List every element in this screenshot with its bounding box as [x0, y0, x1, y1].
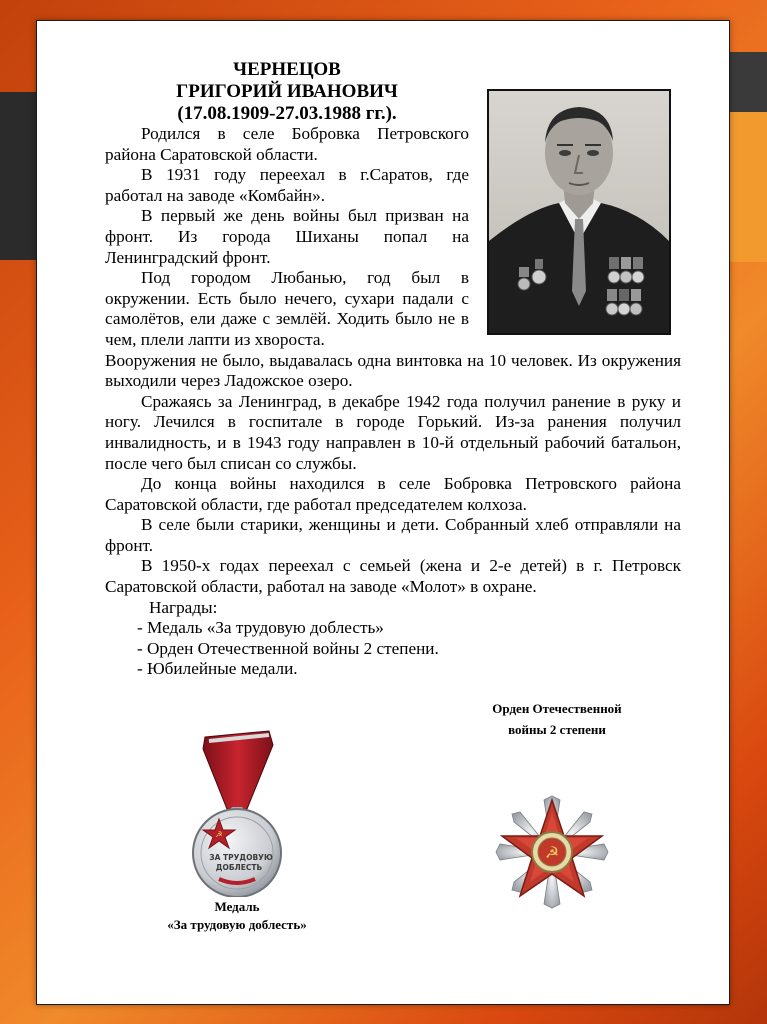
svg-text:☭: ☭ [215, 830, 223, 839]
medal-caption-line1: Медаль [214, 899, 260, 914]
order-caption-line1: Орден Отечественной [492, 701, 622, 716]
decor-band-dark-right [729, 52, 767, 112]
awards-heading: Награды: [149, 597, 218, 617]
medal-caption [147, 898, 327, 934]
title-name: ГРИГОРИЙ ИВАНОВИЧ [176, 81, 398, 102]
title-dates: (17.08.1909-27.03.1988 гг.). [177, 103, 397, 124]
paragraph-weapons: Вооружения не было, выдавалась одна винтовка на 10 человек. Из окружения выходили через Ладожское озеро. [105, 350, 681, 391]
decor-band-dark-left [0, 92, 36, 260]
page-title [127, 59, 447, 125]
paragraph-village: В селе были старики, женщины и дети. Собранный хлеб отправляли на фронт. [105, 515, 681, 555]
paragraph-encirclement: Под городом Любанью, год был в окружении. Есть было нечего, сухари падали с самолётов, ели даже с землёй. Ходить было не в чем, плели лапти из хвороста. [105, 268, 469, 349]
order-caption [457, 698, 657, 740]
biography-text [105, 124, 681, 680]
paragraph-petrovsk: В 1950-х годах переехал с семьей (жена и 2-е детей) в г. Петровск Саратовской области, работал на заводе «Молот» в охране. [105, 556, 681, 597]
medal-inscription-line1: ЗА ТРУДОВУЮ [209, 853, 273, 862]
title-surname: ЧЕРНЕЦОВ [233, 59, 341, 80]
medal-caption-line2: «За трудовую доблесть» [167, 917, 307, 932]
decor-band-light-right [729, 112, 767, 262]
award-item: - Орден Отечественной войны 2 степени. [137, 638, 439, 658]
svg-text:☭: ☭ [544, 843, 560, 862]
order-caption-line2: войны 2 степени [508, 722, 606, 737]
paragraph-kolkhoz: До конца войны находился в селе Бобровка Петровского района Саратовской области, где работал председателем колхоза. [105, 474, 681, 514]
award-item: - Медаль «За трудовую доблесть» [137, 618, 384, 638]
paragraph-wound: Сражаясь за Ленинград, в декабре 1942 года получил ранение в руку и ногу. Лечился в госпитале в городе Горький. Из-за ранения получил инвалидность, и в 1943 году направлен в 10-й отдельный рабочий батальон, после чего был списан со службы. [105, 391, 681, 473]
document-page [36, 20, 730, 1005]
paragraph-front: В первый же день войны был призван на фронт. Из города Шиханы попал на Ленинградский фронт. [105, 206, 469, 267]
awards-list [105, 598, 681, 680]
medal-inscription-line2: ДОБЛЕСТЬ [215, 863, 263, 872]
award-item: - Юбилейные медали. [137, 659, 298, 679]
medal-labor-valor-image [189, 727, 285, 897]
order-patriotic-war-image [492, 792, 612, 912]
paragraph-saratov: В 1931 году переехал в г.Саратов, где работал на заводе «Комбайн». [105, 165, 469, 205]
paragraph-birth: Родился в селе Бобровка Петровского района Саратовской области. [105, 124, 469, 164]
